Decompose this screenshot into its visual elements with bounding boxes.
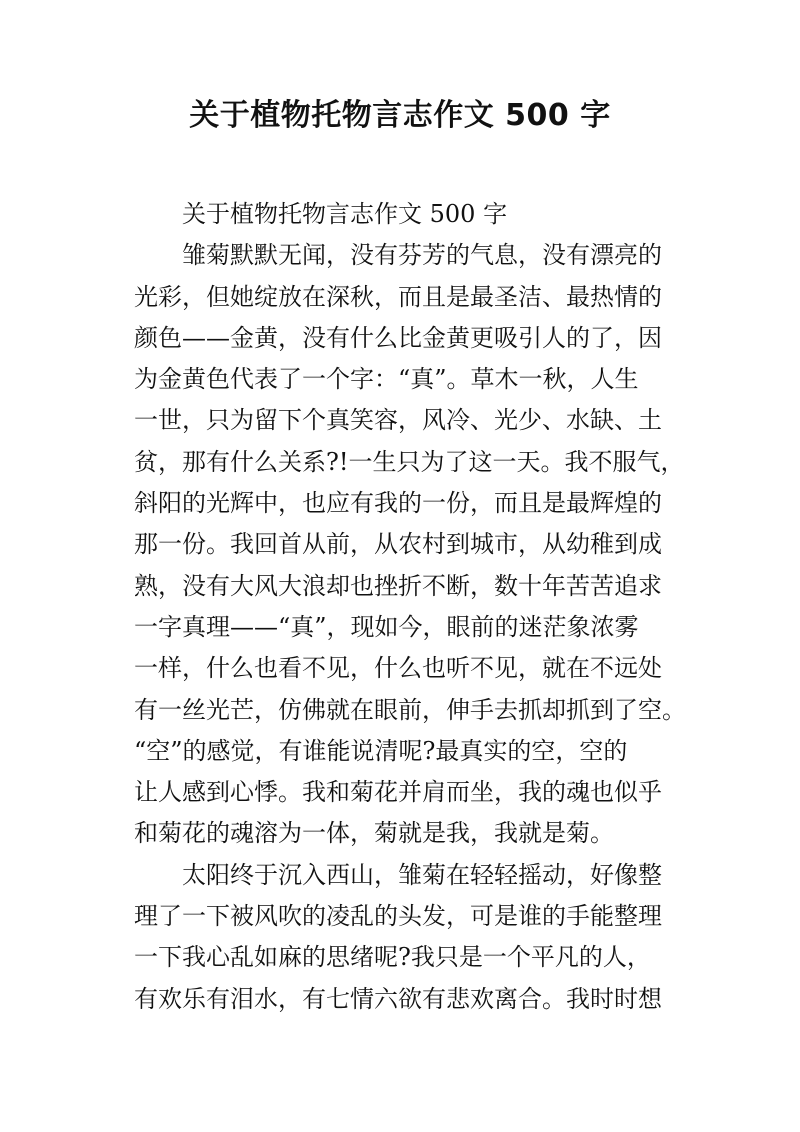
text-line: 那一份。我回首从前，从农村到城市，从幼稚到成 (134, 530, 662, 559)
text-line: 为金黄色代表了一个字：“真”。草木一秋，人生 (134, 365, 639, 394)
text-line: 关于植物托物言志作文 500 字 (182, 200, 508, 228)
text-line: 让人感到心悸。我和菊花并肩而坐，我的魂也似乎 (134, 778, 662, 807)
text-line: 一下我心乱如麻的思绪呢?我只是一个平凡的人， (134, 943, 651, 972)
text-line: 熟，没有大风大浪却也挫折不断，数十年苦苦追求 (134, 571, 662, 600)
text-line: “空”的感觉，有谁能说清呢?最真实的空，空的 (134, 736, 628, 765)
document-title: 关于植物托物言志作文 500 字 (189, 98, 611, 133)
text-line: 一样，什么也看不见，什么也听不见，就在不远处 (134, 654, 662, 683)
text-line: 斜阳的光辉中，也应有我的一份，而且是最辉煌的 (134, 489, 662, 518)
text-line: 雏菊默默无闻，没有芬芳的气息，没有漂亮的 (182, 241, 662, 270)
document-body (134, 194, 686, 1020)
text-line: 和菊花的魂溶为一体，菊就是我，我就是菊。 (134, 819, 614, 848)
text-line: 有一丝光芒，仿佛就在眼前，伸手去抓却抓到了空。 (134, 695, 686, 724)
paragraph-2 (134, 235, 686, 854)
text-line: 贫，那有什么关系?!一生只为了这一天。我不服气， (134, 447, 685, 476)
text-line: 一世，只为留下个真笑容，风冷、光少、水缺、土 (134, 406, 662, 435)
text-line: 有欢乐有泪水，有七情六欲有悲欢离合。我时时想 (134, 984, 662, 1013)
text-line: 理了一下被风吹的凌乱的头发，可是谁的手能整理 (134, 902, 662, 931)
text-line: 太阳终于沉入西山，雏菊在轻轻摇动，好像整 (182, 860, 662, 889)
paragraph-1 (134, 194, 674, 235)
text-line: 颜色——金黄，没有什么比金黄更吸引人的了，因 (134, 323, 662, 352)
text-line: 光彩，但她绽放在深秋，而且是最圣洁、最热情的 (134, 282, 662, 311)
paragraph-3 (134, 855, 674, 1020)
text-line: 一字真理——“真”，现如今，眼前的迷茫象浓雾 (134, 612, 639, 641)
